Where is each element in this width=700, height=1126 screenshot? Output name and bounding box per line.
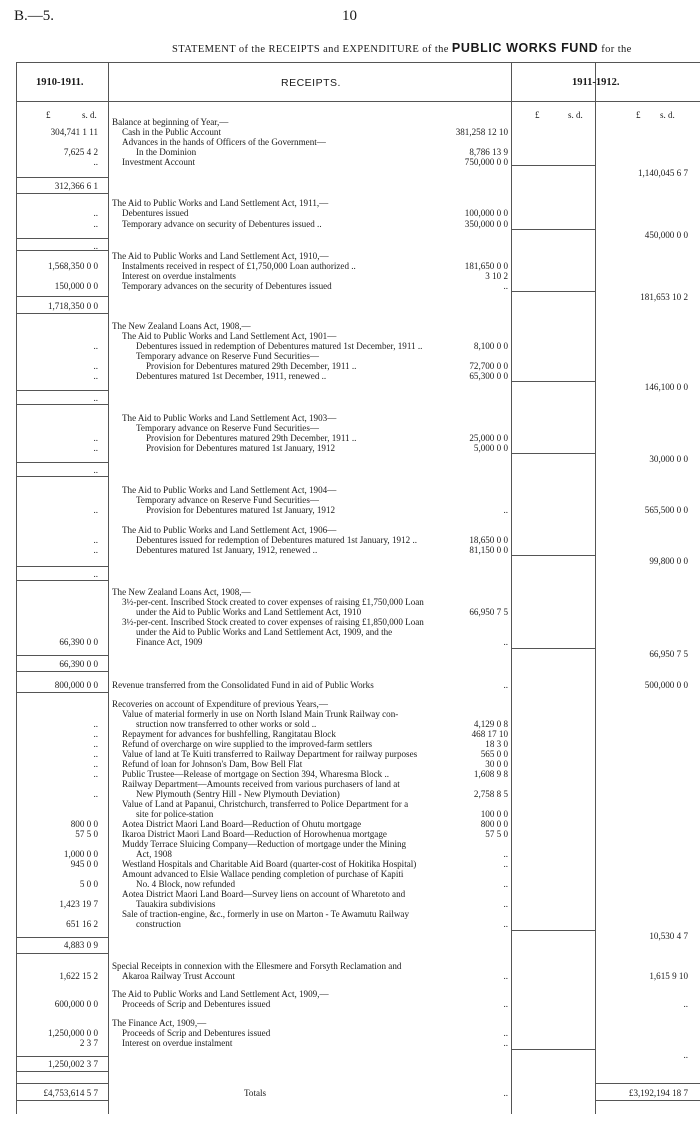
table-row [0,879,700,889]
table-row [0,739,700,749]
receipt-description: Provision for Debentures matured 29th December, 1911 .. [146,433,357,443]
table-row [0,261,700,271]
title-prefix: STATEMENT of the RECEIPTS and EXPENDITURE of the [172,44,449,55]
table-row [0,961,700,971]
section-rule [16,476,108,477]
receipt-description: Ikaroa District Maori Land Board—Reduction of Horowhenua mortgage [122,829,387,839]
prior-year-amount: .. [93,739,98,749]
receipt-description: Value of land at Te Kuiti transferred to Railway Department for railway purposes [122,749,418,759]
totals-column-amount: .. [503,1088,508,1098]
section-total-amount: 1,140,045 6 7 [637,168,688,178]
receipt-description: Temporary advance on security of Debentures issued .. [122,219,322,229]
table-row [0,371,700,381]
receipt-amount: .. [503,859,508,869]
prior-year-amount: 4,883 0 9 [63,940,98,950]
receipt-description: Tauakira subdivisions [136,899,216,909]
prior-year-amount: 1,423 19 7 [59,899,98,909]
table-row [0,423,700,433]
receipt-amount: 72,700 0 0 [469,361,508,371]
table-row [0,719,700,729]
totals-top-rule [595,1083,700,1084]
receipt-description: Akaroa Railway Trust Account [122,971,235,981]
prior-year-amount: .. [93,465,98,475]
receipt-description: No. 4 Block, now refunded [136,879,236,889]
table-row [0,341,700,351]
table-row [0,869,700,879]
receipt-amount: 468 17 10 [471,729,508,739]
table-row [0,331,700,341]
receipt-description: Revenue transferred from the Consolidated Fund in aid of Public Works [112,680,374,690]
prior-year-amount: 945 0 0 [70,859,98,869]
receipt-description: The Aid to Public Works and Land Settlement Act, 1909,— [112,989,329,999]
table-row [0,989,700,999]
receipt-description: Proceeds of Scrip and Debentures issued [122,1028,271,1038]
table-row [0,849,700,859]
totals-label: Totals [244,1088,267,1098]
totals-left-amount: £4,753,614 5 7 [43,1088,98,1098]
prior-year-amount: .. [93,443,98,453]
receipt-description: The New Zealand Loans Act, 1908,— [112,321,251,331]
receipt-amount: 750,000 0 0 [464,157,508,167]
table-row [0,1038,700,1048]
prior-year-amount: 312,366 6 1 [54,181,98,191]
table-row [0,769,700,779]
prior-year-amount: 150,000 0 0 [54,281,98,291]
table-row [0,525,700,535]
totals-right-amount: £3,192,194 18 7 [628,1088,688,1098]
table-row [0,829,700,839]
receipt-description: New Plymouth (Sentry Hill - New Plymouth Deviation) [136,789,340,799]
receipt-amount: 350,000 0 0 [464,219,508,229]
receipt-description: Temporary advance on Reserve Fund Securities— [136,423,319,433]
receipt-description: Aotea District Maori Land Board—Reduction of Ohutu mortgage [122,819,362,829]
receipt-description: Finance Act, 1909 [136,637,203,647]
receipt-description: Provision for Debentures matured 1st January, 1912 [146,505,336,515]
table-row [0,607,700,617]
prior-year-amount: 1,000 0 0 [63,849,98,859]
table-row [0,649,700,659]
section-total-amount: 450,000 0 0 [644,230,688,240]
receipt-amount: 18,650 0 0 [469,535,508,545]
table-row [0,637,700,647]
prior-year-amount: .. [93,505,98,515]
title-suffix: for the [601,44,632,55]
table-row [0,789,700,799]
prior-year-amount: .. [93,393,98,403]
receipt-amount: 8,786 13 9 [469,147,508,157]
section-total-amount: .. [683,1050,688,1060]
receipt-description: Railway Department—Amounts received from various purchasers of land at [122,779,400,789]
receipt-description: Recoveries on account of Expenditure of previous Years,— [112,699,328,709]
receipt-description: Refund of loan for Johnson's Dam, Bow Bell Flat [122,759,303,769]
section-total-amount: 500,000 0 0 [644,680,688,690]
table-row [0,361,700,371]
right-year-header: 1911-1912. [572,77,620,88]
table-row [0,351,700,361]
receipt-amount: 100,000 0 0 [464,208,508,218]
prior-year-amount: 7,625 4 2 [63,147,98,157]
table-row [0,1059,700,1069]
receipt-description: The Aid to Public Works and Land Settlement Act, 1906— [122,525,337,535]
prior-year-amount: 1,568,350 0 0 [47,261,98,271]
prior-year-amount: .. [93,341,98,351]
receipt-description: The Aid to Public Works and Land Settlement Act, 1903— [122,413,337,423]
section-rule [16,313,108,314]
prior-year-amount: .. [93,545,98,555]
receipt-amount: 381,258 12 10 [455,127,508,137]
table-row [0,465,700,475]
section-rule [16,580,108,581]
prior-year-amount: .. [93,719,98,729]
section-total-amount: 1,615 9 10 [649,971,688,981]
prior-year-amount: .. [93,219,98,229]
table-row [0,909,700,919]
table-row [0,569,700,579]
section-total-amount: 146,100 0 0 [644,382,688,392]
prior-year-amount: 651 16 2 [66,919,98,929]
receipt-description: Interest on overdue instalments [122,271,236,281]
receipt-amount: .. [503,281,508,291]
prior-year-amount: 66,390 0 0 [59,637,98,647]
section-rule [16,193,108,194]
totals-row [0,1088,700,1098]
receipt-description: Interest on overdue instalment [122,1038,233,1048]
table-row [0,839,700,849]
receipt-amount: 1,608 9 8 [473,769,508,779]
receipt-description: The Finance Act, 1909,— [112,1018,207,1028]
right-sd-label: s. d. [660,110,675,120]
prior-year-amount: .. [93,433,98,443]
prior-year-amount: 1,622 15 2 [59,971,98,981]
title-fund: PUBLIC WORKS FUND [451,41,599,55]
table-row [0,709,700,719]
prior-year-amount: 1,250,000 0 0 [47,1028,98,1038]
section-total-amount: 565,500 0 0 [644,505,688,515]
receipt-amount: 100 0 0 [480,809,508,819]
receipt-description: Debentures matured 1st December, 1911, renewed .. [136,371,327,381]
receipt-description: Debentures issued in redemption of Debentures matured 1st December, 1911 .. [136,341,423,351]
receipt-description: Investment Account [122,157,195,167]
page-number: 10 [342,8,357,24]
table-row [0,198,700,208]
left-sd-label: s. d. [82,110,97,120]
receipt-amount: .. [503,919,508,929]
receipt-amount: 18 3 0 [485,739,508,749]
table-row [0,899,700,909]
receipt-amount: .. [503,680,508,690]
prior-year-amount: 800,000 0 0 [54,680,98,690]
receipt-amount: 565 0 0 [480,749,508,759]
table-row [0,749,700,759]
page-reference: B.—5. [14,8,55,24]
receipt-amount: 181,650 0 0 [464,261,508,271]
table-row [0,659,700,669]
table-row [0,443,700,453]
table-row [0,819,700,829]
receipt-description: Value of Land at Papanui, Christchurch, transferred to Police Department for a [122,799,409,809]
receipt-amount: .. [503,899,508,909]
table-row [0,413,700,423]
receipt-description: Value of material formerly in use on North Island Main Trunk Railway con- [122,709,399,719]
subtotal-rule [16,566,108,567]
section-rule [16,692,108,693]
receipt-description: Balance at beginning of Year,— [112,117,229,127]
section-total-amount: 10,530 4 7 [649,931,688,941]
header-rule [16,101,700,102]
table-top-rule [16,62,700,63]
prior-year-amount: 57 5 0 [75,829,98,839]
left-year-header: 1910-1911. [36,77,84,88]
table-row [0,393,700,403]
prior-year-amount: .. [93,371,98,381]
table-row [0,859,700,869]
table-row [0,759,700,769]
receipt-description: Proceeds of Scrip and Debentures issued [122,999,271,1009]
receipt-amount: 4,129 0 8 [473,719,508,729]
receipt-amount: 3 10 2 [485,271,508,281]
table-row [0,999,700,1009]
table-row [0,809,700,819]
receipt-description: Temporary advance on Reserve Fund Securities— [136,495,319,505]
receipt-description: 3½-per-cent. Inscribed Stock created to cover expenses of raising £1,850,000 Loan [122,617,424,627]
table-row [0,779,700,789]
receipt-description: The Aid to Public Works and Land Settlement Act, 1910,— [112,251,329,261]
statement-title [172,41,632,55]
table-row [0,433,700,443]
table-row [0,321,700,331]
table-row [0,382,700,392]
table-row [0,301,700,311]
receipt-amount: .. [503,999,508,1009]
prior-year-amount: .. [93,729,98,739]
receipt-amount: 30 0 0 [485,759,508,769]
receipt-description: Westland Hospitals and Charitable Aid Board (quarter-cost of Hokitika Hospital) [122,859,417,869]
prior-year-amount: 1,250,002 3 7 [47,1059,98,1069]
receipt-amount: .. [503,971,508,981]
totals-bottom-rule [595,1100,700,1101]
receipt-amount: .. [503,1028,508,1038]
receipt-amount: .. [503,505,508,515]
table-row [0,251,700,261]
table-row [0,147,700,157]
receipt-description: Debentures issued [122,208,189,218]
table-row [0,208,700,218]
receipt-description: Sale of traction-engine, &c., formerly in use on Marton - Te Awamutu Railway [122,909,410,919]
prior-year-amount: 2 3 7 [79,1038,98,1048]
table-row [0,556,700,566]
receipt-description: Muddy Terrace Sluicing Company—Reduction of mortgage under the Mining [122,839,407,849]
receipt-description: under the Aid to Public Works and Land Settlement Act, 1909, and the [136,627,393,637]
receipt-description: Refund of overcharge on wire supplied to the improved-farm settlers [122,739,373,749]
receipt-description: In the Dominion [136,147,197,157]
table-row [0,1018,700,1028]
section-rule [16,404,108,405]
receipt-amount: 66,950 7 5 [469,607,508,617]
receipt-amount: 81,150 0 0 [469,545,508,555]
table-row [0,597,700,607]
receipt-amount: 25,000 0 0 [469,433,508,443]
table-row [0,168,700,178]
table-row [0,181,700,191]
table-row [0,281,700,291]
table-row [0,971,700,981]
col-pound-sign: £ [535,110,540,120]
table-row [0,587,700,597]
table-row [0,505,700,515]
receipt-description: Instalments received in respect of £1,750,000 Loan authorized .. [122,261,356,271]
prior-year-amount: .. [93,208,98,218]
receipt-description: Act, 1908 [136,849,172,859]
prior-year-amount: 5 0 0 [79,879,98,889]
prior-year-amount: 304,741 1 11 [50,127,98,137]
table-row [0,699,700,709]
receipt-description: 3½-per-cent. Inscribed Stock created to cover expenses of raising £1,750,000 Loan [122,597,424,607]
table-row [0,535,700,545]
receipt-description: The New Zealand Loans Act, 1908,— [112,587,251,597]
section-rule [16,953,108,954]
table-row [0,545,700,555]
prior-year-amount: .. [93,769,98,779]
prior-year-amount: 600,000 0 0 [54,999,98,1009]
section-total-amount: 30,000 0 0 [649,454,688,464]
receipt-description: Temporary advances on the security of Debentures issued [122,281,332,291]
receipt-amount: 5,000 0 0 [473,443,508,453]
section-total-amount: 66,950 7 5 [649,649,688,659]
prior-year-amount: 1,718,350 0 0 [47,301,98,311]
receipt-description: struction now transferred to other works or sold .. [136,719,317,729]
table-row [0,799,700,809]
prior-year-amount: .. [93,569,98,579]
section-total-amount: 181,653 10 2 [640,292,688,302]
receipt-amount: .. [503,849,508,859]
table-row [0,485,700,495]
receipt-amount: .. [503,637,508,647]
receipt-description: Cash in the Public Account [122,127,222,137]
receipt-description: Amount advanced to Elsie Wallace pending completion of purchase of Kapiti [122,869,404,879]
receipt-description: Public Trustee—Release of mortgage on Section 394, Wharesma Block .. [122,769,390,779]
table-row [0,627,700,637]
receipt-description: Provision for Debentures matured 29th December, 1911 .. [146,361,357,371]
prior-year-amount: .. [93,759,98,769]
receipt-amount: 800 0 0 [480,819,508,829]
receipt-description: Repayment for advances for bushfelling, Rangitatau Block [122,729,336,739]
col-sd-label: s. d. [568,110,583,120]
table-row [0,271,700,281]
receipt-description: Aotea District Maori Land Board—Survey liens on account of Wharetoto and [122,889,406,899]
table-row [0,117,700,127]
left-pound-sign: £ [46,110,51,120]
receipt-description: Debentures issued for redemption of Debentures matured 1st January, 1912 .. [136,535,417,545]
table-row [0,495,700,505]
table-row [0,940,700,950]
table-row [0,230,700,240]
section-rule [16,671,108,672]
table-row [0,889,700,899]
table-row [0,1028,700,1038]
table-row [0,617,700,627]
table-row [0,680,700,690]
receipt-amount: 2,758 8 5 [473,789,508,799]
receipt-description: Special Receipts in connexion with the Ellesmere and Forsyth Reclamation and [112,961,402,971]
prior-year-amount: 800 0 0 [70,819,98,829]
right-pound-sign: £ [636,110,641,120]
table-row [0,729,700,739]
receipt-description: Temporary advance on Reserve Fund Securities— [136,351,319,361]
receipt-amount: .. [503,1038,508,1048]
table-row [0,241,700,251]
receipt-amount: 65,300 0 0 [469,371,508,381]
prior-year-amount: .. [93,241,98,251]
receipt-amount: 57 5 0 [485,829,508,839]
receipt-description: Advances in the hands of Officers of the Government— [122,137,326,147]
receipt-amount: 8,100 0 0 [473,341,508,351]
table-row [0,919,700,929]
receipt-description: The Aid to Public Works and Land Settlement Act, 1911,— [112,198,329,208]
table-row [0,219,700,229]
receipts-header: RECEIPTS. [281,77,341,89]
prior-year-amount: .. [93,789,98,799]
receipt-description: Debentures matured 1st January, 1912, renewed .. [136,545,318,555]
receipt-description: The Aid to Public Works and Land Settlement Act, 1904— [122,485,337,495]
table-row [0,137,700,147]
receipt-description: under the Aid to Public Works and Land Settlement Act, 1910 [136,607,362,617]
section-total-amount: 99,800 0 0 [649,556,688,566]
receipt-description: site for police-station [136,809,214,819]
totals-top-rule [16,1083,108,1084]
table-row [0,157,700,167]
table-row [0,127,700,137]
totals-bottom-rule [16,1100,108,1101]
prior-year-amount: .. [93,749,98,759]
prior-year-amount: 66,390 0 0 [59,659,98,669]
receipt-description: The Aid to Public Works and Land Settlement Act, 1901— [122,331,337,341]
prior-year-amount: .. [93,361,98,371]
table-row [0,454,700,464]
receipt-description: Provision for Debentures matured 1st January, 1912 [146,443,336,453]
section-rule [16,1071,108,1072]
section-total-amount: .. [683,999,688,1009]
prior-year-amount: .. [93,535,98,545]
receipt-description: construction [136,919,181,929]
prior-year-amount: .. [93,157,98,167]
receipt-amount: .. [503,879,508,889]
